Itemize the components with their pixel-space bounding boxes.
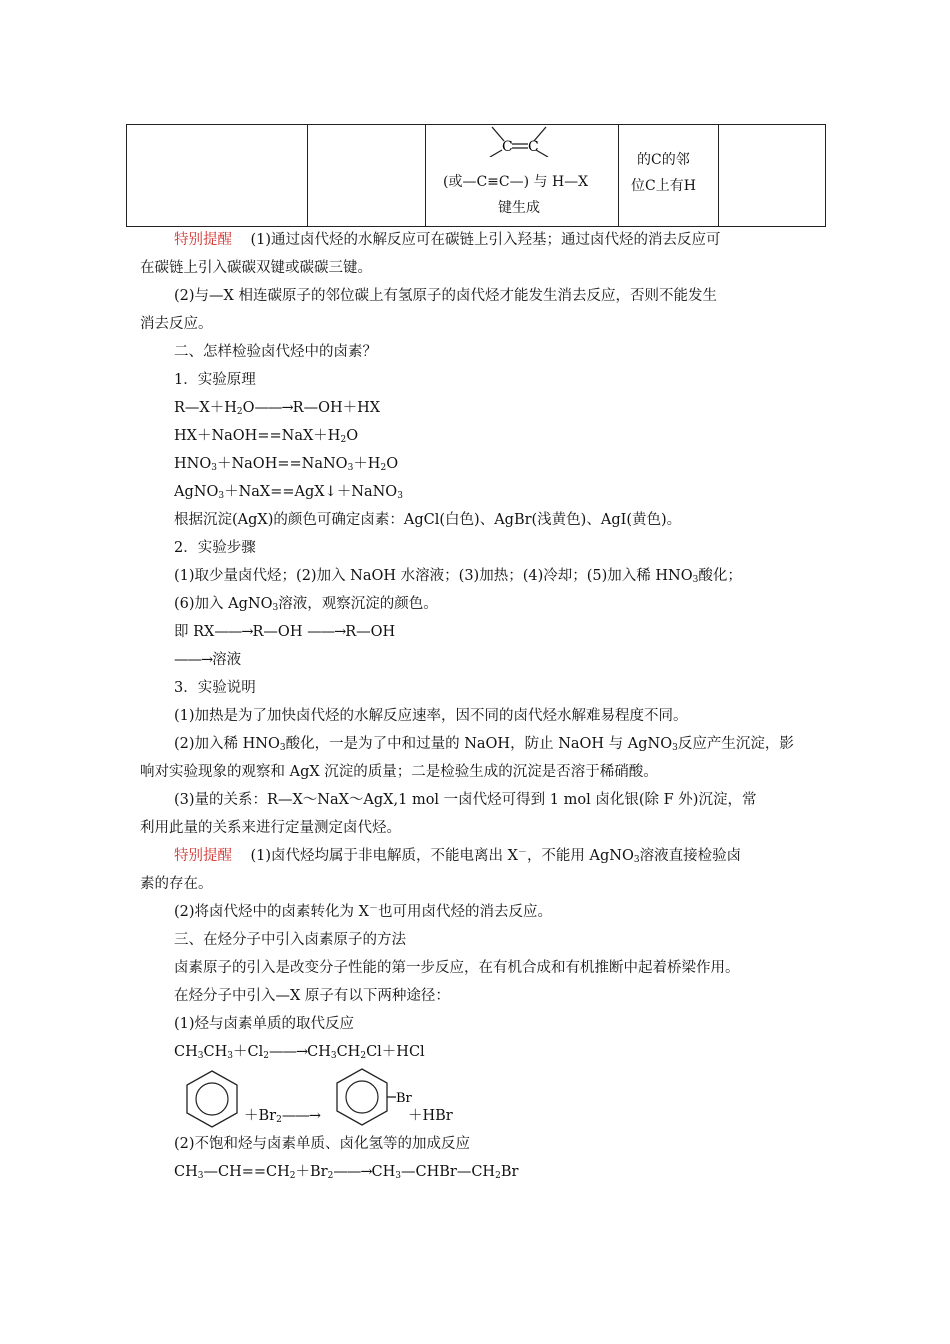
reaction-arrow: ——→: [333, 1164, 372, 1180]
reaction-arrow: ——→: [268, 1044, 308, 1060]
tip-text: (1)通过卤代烃的水解反应可在碳链上引入羟基；通过卤代烃的消去反应可: [250, 232, 721, 248]
paragraph-line: (2)加入稀 $HNO_3$酸化，一是为了中和过量的 NaOH，防止 NaOH 与 AgNO$_3$反应产生沉淀，影: [174, 736, 794, 753]
table-cell: [127, 125, 308, 227]
alkene-structure: [484, 125, 554, 157]
reaction-arrow: ——→: [214, 624, 253, 640]
table-cell-text: 位C上有H: [631, 178, 696, 194]
paragraph-line: (2)将卤代烃中的卤素转化为 X－也可用卤代烃的消去反应。: [174, 904, 552, 920]
paragraph-line: (1)取少量卤代烃；(2)加入 NaOH 水溶液；(3)加热；(4)冷却；(5)加入稀 $HNO_3$酸化；: [174, 568, 742, 585]
equation: $CH_3CH_3+Cl_2——\to CH_3CH_2Cl+HCl$: [174, 1044, 425, 1061]
flow-line: 即 RX——→R—OH ——→R—OH: [174, 624, 396, 640]
equals-sign: ==: [270, 484, 295, 500]
section-title: 三、在烃分子中引入卤素原子的方法: [174, 932, 406, 948]
table-cell-condition: [619, 125, 719, 227]
reaction-arrow: ——→: [307, 624, 346, 640]
paragraph-line: (2)与—X 相连碳原子的邻位碳上有氢原子的卤代烃才能发生消去反应，否则不能发生: [174, 288, 717, 304]
carbon-atom: C: [502, 139, 513, 155]
subheading: (1)烃与卤素单质的取代反应: [174, 1016, 355, 1032]
equation: ＋HBr: [408, 1108, 453, 1124]
tip-line: [174, 228, 720, 249]
paragraph-line: 素的存在。: [140, 876, 213, 892]
table-cell: [719, 125, 826, 227]
tip-line: 特别提醒 (1)卤代烃均属于非电解质，不能电离出 X－，不能用 AgNO$_3$溶液直接检验卤: [174, 848, 742, 865]
table-cell-text: 的C的邻: [637, 152, 690, 168]
equation: AgNO$_3$＋NaX==AgX↓＋NaNO$_3$: [174, 484, 403, 501]
carbon-atom: C: [528, 139, 539, 155]
paragraph-line: 响对实验现象的观察和 AgX 沉淀的质量；二是检验生成的沉淀是否溶于稀硝酸。: [140, 764, 658, 780]
equals-sign: ==: [277, 456, 302, 472]
flow-line: ——→溶液: [174, 652, 242, 668]
continuation-table: [126, 124, 826, 227]
equation: $HX+NaOH==NaX+H_2O$: [174, 428, 359, 445]
table-cell-text: (或—C≡C—) 与 H—X: [443, 174, 589, 190]
bromobenzene-icon: [334, 1066, 414, 1128]
equation: $+Br_2——\to$: [244, 1108, 320, 1125]
subheading: 3．实验说明: [174, 680, 256, 696]
subheading: 2．实验步骤: [174, 540, 256, 556]
reaction-arrow: ——→: [254, 400, 293, 416]
reaction-arrow: ——→: [281, 1108, 320, 1124]
section-title: 二、怎样检验卤代烃中的卤素？: [174, 344, 377, 360]
subheading: 1．实验原理: [174, 372, 256, 388]
tip-label: 特别提醒: [174, 232, 232, 248]
equals-sign: ==: [257, 428, 282, 444]
subheading: (2)不饱和烃与卤素单质、卤化氢等的加成反应: [174, 1136, 471, 1152]
table-cell-text: 键生成: [498, 200, 540, 216]
equals-sign: ==: [241, 1164, 267, 1180]
paragraph-line: (1)加热是为了加快卤代烃的水解反应速率，因不同的卤代烃水解难易程度不同。: [174, 708, 688, 724]
table-cell: [308, 125, 426, 227]
tip-label: 特别提醒: [174, 848, 232, 864]
paragraph-line: 根据沉淀(AgX)的颜色可确定卤素：AgCl(白色)、AgBr(浅黄色)、AgI(黄色)。: [174, 512, 682, 528]
benzene-ring-icon: [184, 1068, 240, 1130]
paragraph-line: (3)量的关系：R—X～NaX～AgX,1 mol 一卤代烃可得到 1 mol 卤化银(除 F 外)沉淀，常: [174, 792, 757, 808]
paragraph-line: (6)加入 AgNO$_3$溶液，观察沉淀的颜色。: [174, 596, 438, 613]
bromine-label: Br: [396, 1091, 412, 1106]
paragraph-line: 卤素原子的引入是改变分子性能的第一步反应，在有机合成和有机推断中起着桥梁作用。: [174, 960, 740, 976]
paragraph-line: 利用此量的关系来进行定量测定卤代烃。: [140, 820, 401, 836]
equation: $HNO_3+NaOH==NaNO_3+H_2O$: [174, 456, 399, 473]
equation: $R—X+H_2O——\to R—OH+HX$: [174, 400, 381, 417]
paragraph-line: 在碳链上引入碳碳双键或碳碳三键。: [140, 260, 372, 276]
reaction-arrow: ——→: [174, 652, 213, 668]
equation: $CH_3—CH==CH_2+Br_2——\to CH_3—CHBr—CH_2Br$: [174, 1164, 519, 1181]
paragraph-line: 消去反应。: [140, 316, 213, 332]
table-cell-reaction: [426, 125, 619, 227]
paragraph-line: 在烃分子中引入—X 原子有以下两种途径：: [174, 988, 450, 1004]
